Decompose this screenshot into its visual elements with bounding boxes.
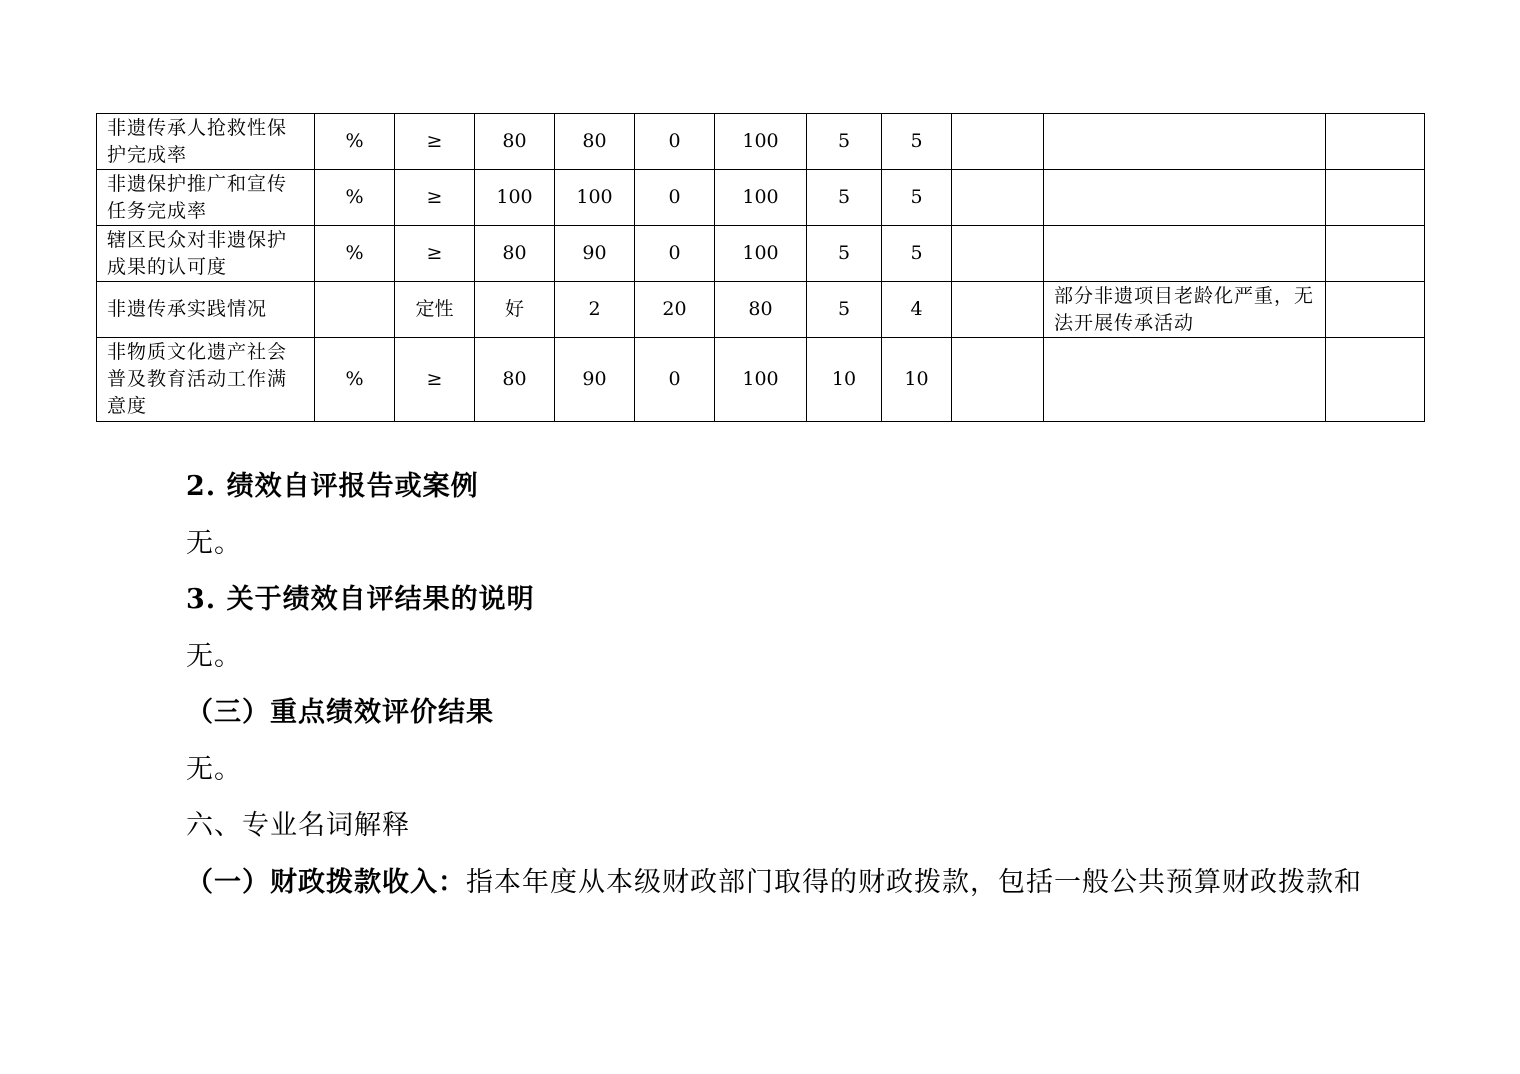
empty-cell bbox=[952, 282, 1044, 338]
score-cell: 4 bbox=[882, 282, 952, 338]
section-heading-result-explanation: 3. 关于绩效自评结果的说明 bbox=[186, 584, 535, 615]
section-heading-key-evaluation-results: （三）重点绩效评价结果 bbox=[186, 697, 494, 728]
note-cell bbox=[1044, 226, 1326, 282]
target-cell: 100 bbox=[475, 170, 555, 226]
glossary-paragraph bbox=[186, 855, 1416, 912]
indicator-name: 非物质文化遗产社会普及教育活动工作满意度 bbox=[97, 338, 315, 422]
value-cell: 0 bbox=[635, 114, 715, 170]
indicator-name: 辖区民众对非遗保护成果的认可度 bbox=[97, 226, 315, 282]
actual-cell: 2 bbox=[555, 282, 635, 338]
value-cell: 20 bbox=[635, 282, 715, 338]
actual-cell: 80 bbox=[555, 114, 635, 170]
unit-cell bbox=[315, 282, 395, 338]
actual-cell: 90 bbox=[555, 338, 635, 422]
table-row bbox=[97, 338, 1425, 422]
empty-cell bbox=[1326, 338, 1425, 422]
note-cell bbox=[1044, 338, 1326, 422]
operator-cell: ≥ bbox=[395, 338, 475, 422]
empty-cell bbox=[1326, 282, 1425, 338]
value-cell: 100 bbox=[715, 114, 807, 170]
value-cell: 100 bbox=[715, 170, 807, 226]
empty-cell bbox=[952, 170, 1044, 226]
empty-cell bbox=[952, 114, 1044, 170]
value-cell: 0 bbox=[635, 170, 715, 226]
weight-cell: 10 bbox=[807, 338, 882, 422]
section-heading-glossary: 六、专业名词解释 bbox=[186, 810, 410, 841]
value-cell: 0 bbox=[635, 338, 715, 422]
target-cell: 80 bbox=[475, 226, 555, 282]
table-row bbox=[97, 282, 1425, 338]
value-cell: 100 bbox=[715, 226, 807, 282]
target-cell: 80 bbox=[475, 114, 555, 170]
weight-cell: 5 bbox=[807, 114, 882, 170]
score-cell: 5 bbox=[882, 170, 952, 226]
value-cell: 80 bbox=[715, 282, 807, 338]
document-body bbox=[186, 459, 1416, 911]
empty-cell bbox=[952, 338, 1044, 422]
target-cell: 好 bbox=[475, 282, 555, 338]
empty-cell bbox=[1326, 226, 1425, 282]
performance-indicator-table bbox=[96, 113, 1425, 422]
score-cell: 10 bbox=[882, 338, 952, 422]
glossary-term-label: （一）财政拨款收入： bbox=[186, 866, 466, 898]
empty-cell bbox=[1326, 114, 1425, 170]
unit-cell: % bbox=[315, 226, 395, 282]
note-cell bbox=[1044, 114, 1326, 170]
empty-cell bbox=[952, 226, 1044, 282]
unit-cell: % bbox=[315, 114, 395, 170]
target-cell: 80 bbox=[475, 338, 555, 422]
table-row bbox=[97, 114, 1425, 170]
glossary-term-definition: 指本年度从本级财政部门取得的财政拨款，包括一般公共预算财政拨款和 bbox=[466, 866, 1362, 898]
indicator-name: 非遗保护推广和宣传任务完成率 bbox=[97, 170, 315, 226]
operator-cell: ≥ bbox=[395, 170, 475, 226]
score-cell: 5 bbox=[882, 226, 952, 282]
weight-cell: 5 bbox=[807, 170, 882, 226]
section-body-text: 无。 bbox=[186, 753, 242, 785]
indicator-name: 非遗传承人抢救性保护完成率 bbox=[97, 114, 315, 170]
value-cell: 0 bbox=[635, 226, 715, 282]
operator-cell: ≥ bbox=[395, 114, 475, 170]
actual-cell: 90 bbox=[555, 226, 635, 282]
section-heading-self-evaluation-report: 2. 绩效自评报告或案例 bbox=[186, 471, 479, 502]
operator-cell: 定性 bbox=[395, 282, 475, 338]
note-cell: 部分非遗项目老龄化严重，无法开展传承活动 bbox=[1044, 282, 1326, 338]
score-cell: 5 bbox=[882, 114, 952, 170]
empty-cell bbox=[1326, 170, 1425, 226]
table-row bbox=[97, 226, 1425, 282]
unit-cell: % bbox=[315, 338, 395, 422]
weight-cell: 5 bbox=[807, 226, 882, 282]
section-body-text: 无。 bbox=[186, 527, 242, 559]
unit-cell: % bbox=[315, 170, 395, 226]
weight-cell: 5 bbox=[807, 282, 882, 338]
value-cell: 100 bbox=[715, 338, 807, 422]
table-row bbox=[97, 170, 1425, 226]
actual-cell: 100 bbox=[555, 170, 635, 226]
note-cell bbox=[1044, 170, 1326, 226]
section-body-text: 无。 bbox=[186, 640, 242, 672]
operator-cell: ≥ bbox=[395, 226, 475, 282]
indicator-name: 非遗传承实践情况 bbox=[97, 282, 315, 338]
